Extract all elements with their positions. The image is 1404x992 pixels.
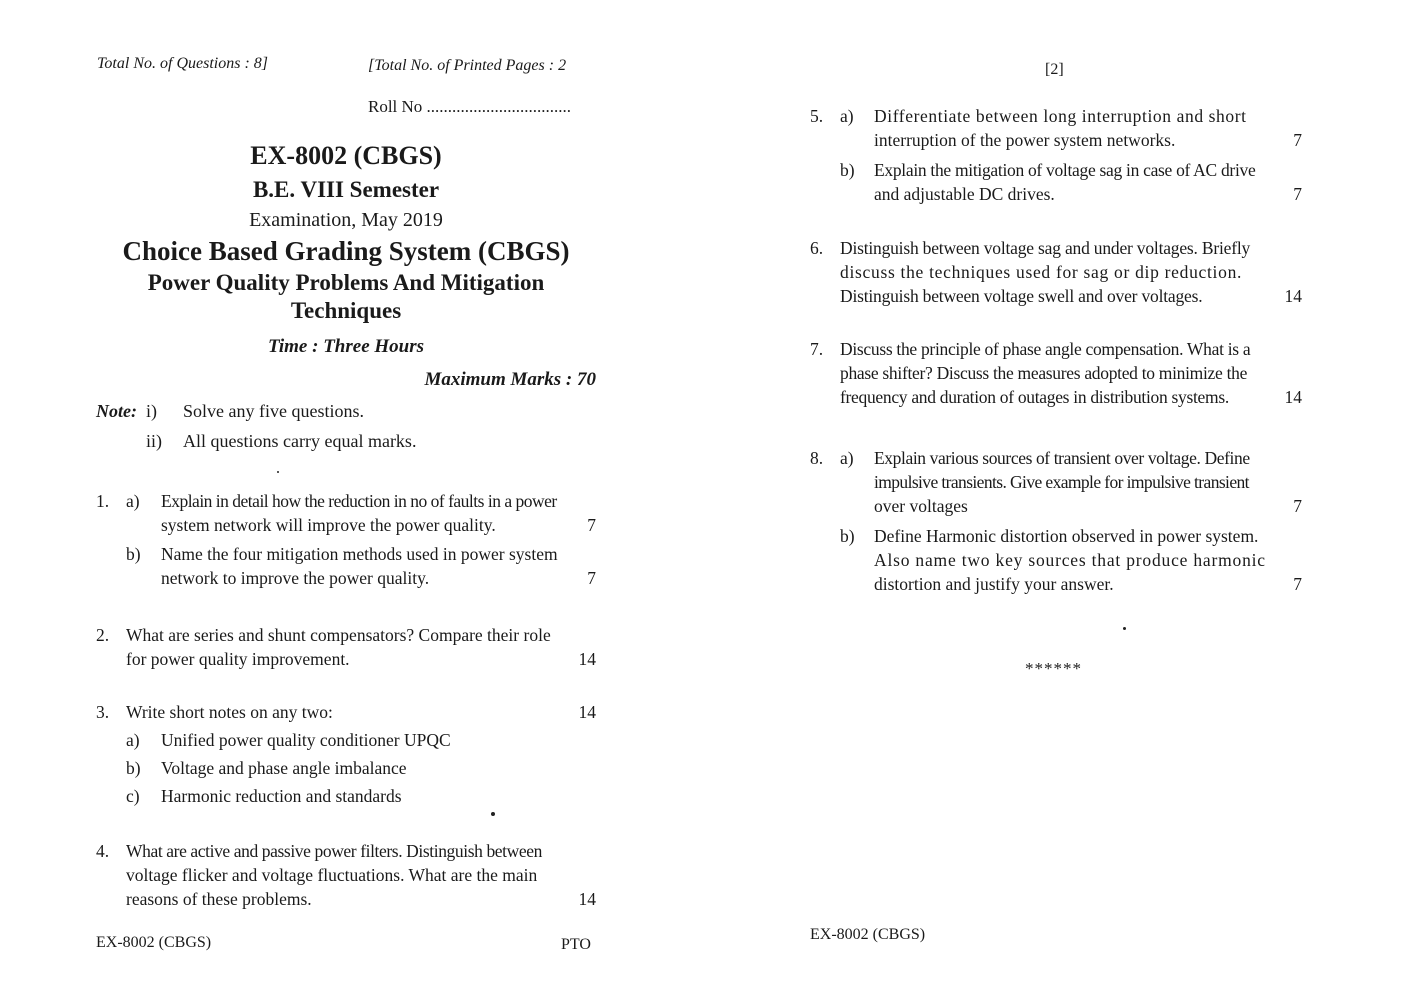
scan-speck — [491, 812, 495, 816]
question-number: 4. — [96, 841, 110, 861]
footer-code: EX-8002 (CBGS) — [96, 934, 212, 951]
total-pages-header: [Total No. of Printed Pages : 2 — [368, 57, 567, 74]
question-text: frequency and duration of outages in distribution systems. — [840, 387, 1229, 407]
question-marks: 14 — [1284, 286, 1302, 306]
question-marks: 14 — [578, 702, 596, 722]
roll-no: Roll No .................................. — [368, 97, 572, 116]
question-marks: 7 — [1293, 574, 1302, 594]
scan-speck — [1123, 627, 1126, 630]
question-text: Distinguish between voltage sag and under voltages. Briefly — [840, 238, 1251, 258]
exam-code: EX-8002 (CBGS) — [250, 141, 442, 170]
question-marks: 14 — [1284, 387, 1302, 407]
question-marks: 14 — [578, 889, 596, 909]
question-text: What are series and shunt compensators? Compare their role — [126, 625, 551, 645]
question-text: Write short notes on any two: — [126, 702, 333, 722]
part-label: b) — [840, 160, 855, 180]
question-text: for power quality improvement. — [126, 649, 350, 669]
question-text: distortion and justify your answer. — [874, 574, 1114, 594]
question-number: 7. — [810, 339, 824, 359]
note-text: All questions carry equal marks. — [183, 431, 417, 451]
question-text: impulsive transients. Give example for impulsive transient — [874, 472, 1249, 492]
note-label: Note: — [96, 401, 137, 421]
note-text: Solve any five questions. — [183, 401, 364, 421]
question-text: reasons of these problems. — [126, 889, 312, 909]
item-text: Voltage and phase angle imbalance — [161, 758, 407, 778]
question-text: Explain in detail how the reduction in no of faults in a power — [161, 491, 557, 511]
question-number: 6. — [810, 238, 824, 258]
exam-date: Examination, May 2019 — [249, 209, 443, 231]
question-text: Explain various sources of transient over voltage. Define — [874, 448, 1250, 468]
part-label: b) — [840, 526, 855, 546]
page-number: [2] — [1045, 61, 1064, 78]
question-text: Differentiate between long interruption and short — [874, 106, 1247, 126]
question-text: Name the four mitigation methods used in power system — [161, 544, 558, 564]
question-marks: 7 — [587, 515, 596, 535]
scan-speck — [277, 471, 279, 473]
item-text: Harmonic reduction and standards — [161, 786, 402, 806]
part-label: b) — [126, 544, 141, 564]
question-text: network to improve the power quality. — [161, 568, 430, 588]
grading-system: Choice Based Grading System (CBGS) — [122, 236, 570, 266]
note-number: i) — [146, 401, 157, 421]
question-number: 3. — [96, 702, 110, 722]
maximum-marks: Maximum Marks : 70 — [424, 369, 596, 390]
question-marks: 7 — [1293, 130, 1302, 150]
total-questions-header: Total No. of Questions : 8] — [97, 55, 268, 72]
subject-title: Power Quality Problems And Mitigation — [147, 270, 545, 295]
part-label: a) — [840, 448, 854, 468]
question-text: over voltages — [874, 496, 968, 516]
question-number: 1. — [96, 491, 110, 511]
question-text: voltage flicker and voltage fluctuations. What are the main — [126, 865, 538, 885]
end-of-paper-mark: ****** — [1025, 659, 1082, 678]
question-text: Define Harmonic distortion observed in power system. — [874, 526, 1259, 546]
question-text: Distinguish between voltage swell and over voltages. — [840, 286, 1203, 306]
item-text: Unified power quality conditioner UPQC — [161, 730, 451, 750]
question-marks: 14 — [578, 649, 596, 669]
question-text: discuss the techniques used for sag or dip reduction. — [840, 262, 1243, 282]
part-label: a) — [126, 491, 140, 511]
question-text: What are active and passive power filters. Distinguish between — [126, 841, 542, 861]
question-number: 5. — [810, 106, 824, 126]
item-label: c) — [126, 786, 140, 806]
item-label: a) — [126, 730, 140, 750]
question-text: interruption of the power system networks. — [874, 130, 1176, 150]
right-page — [702, 0, 1404, 992]
question-number: 8. — [810, 448, 824, 468]
question-text: Explain the mitigation of voltage sag in case of AC drive — [874, 160, 1256, 180]
part-label: a) — [840, 106, 854, 126]
question-text: Also name two key sources that produce harmonic — [874, 550, 1266, 570]
item-label: b) — [126, 758, 141, 778]
semester: B.E. VIII Semester — [252, 177, 440, 202]
note-number: ii) — [146, 431, 162, 451]
footer-code: EX-8002 (CBGS) — [810, 926, 926, 943]
question-marks: 7 — [1293, 496, 1302, 516]
footer-pto: PTO — [561, 936, 591, 953]
question-marks: 7 — [1293, 184, 1302, 204]
question-text: and adjustable DC drives. — [874, 184, 1055, 204]
exam-time: Time : Three Hours — [267, 336, 425, 357]
question-number: 2. — [96, 625, 110, 645]
question-marks: 7 — [587, 568, 596, 588]
question-text: phase shifter? Discuss the measures adopted to minimize the — [840, 363, 1248, 383]
subject-title-cont: Techniques — [290, 298, 402, 323]
question-text: Discuss the principle of phase angle compensation. What is a — [840, 339, 1251, 359]
question-text: system network will improve the power quality. — [161, 515, 496, 535]
